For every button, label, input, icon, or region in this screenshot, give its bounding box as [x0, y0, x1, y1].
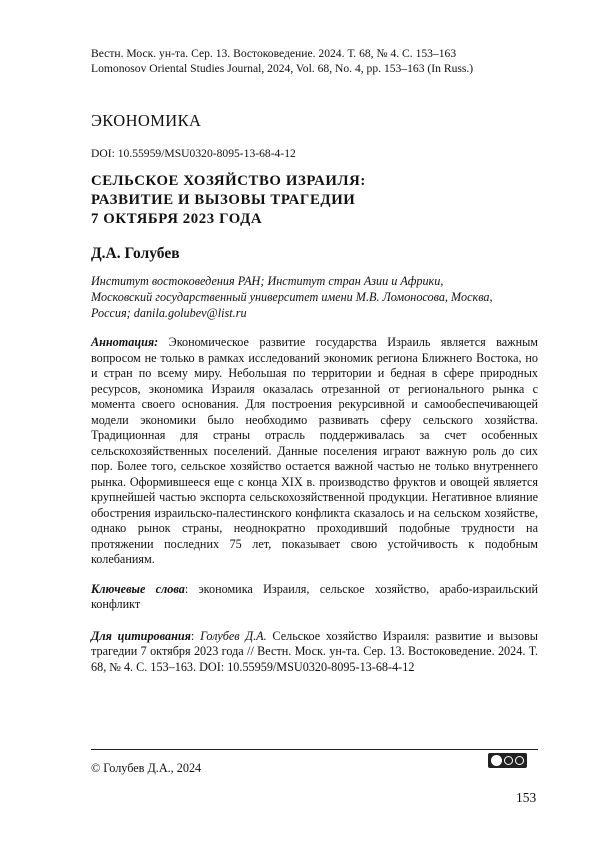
cc-circle-icon: [491, 755, 502, 766]
author-affiliation: [91, 273, 538, 321]
affiliation-line: Россия; danila.golubev@list.ru: [91, 306, 247, 320]
citation-text: Сельское хозяйство Израиля: развитие и вызовы трагедии 7 октября 2023 года // Вестн. Моск. ун-та. Сер. 13. Востоковедение. 2024. Т. 68, № 4. С. 153–163. DOI: 10.55959/MSU0320-8095-13-68-4-12: [91, 628, 539, 674]
affiliation-line: Институт востоковедения РАН; Институт стран Азии и Африки,: [91, 274, 444, 288]
abstract-label: Аннотация:: [91, 335, 159, 349]
article-title-line: 7 ОКТЯБРЯ 2023 ГОДА: [91, 211, 263, 227]
footer-divider: [91, 749, 538, 750]
citation-author: Голубев Д.А.: [200, 628, 267, 643]
nc-circle-icon: [515, 756, 524, 765]
citation-colon: :: [190, 628, 201, 643]
keywords-label: Ключевые слова: [91, 581, 185, 596]
keywords-text: : экономика Израиля, сельское хозяйство, арабо-израильский конфликт: [91, 581, 538, 611]
citation: [91, 629, 538, 676]
running-head: [91, 46, 538, 76]
doi-line: DOI: 10.55959/MSU0320-8095-13-68-4-12: [91, 147, 296, 160]
author-name: Д.А. Голубев: [91, 245, 180, 262]
by-circle-icon: [504, 756, 513, 765]
cc-by-nc-icon: [488, 753, 527, 768]
keywords: [91, 582, 538, 613]
section-heading: ЭКОНОМИКА: [91, 111, 202, 130]
running-head-english: Lomonosov Oriental Studies Journal, 2024, Vol. 68, No. 4, pp. 153–163 (In Russ.): [91, 62, 474, 75]
copyright-notice: © Голубев Д.А., 2024: [91, 761, 202, 775]
article-title: [91, 172, 538, 229]
abstract-text: Экономическое развитие государства Израиль является важным вопросом не только в рамках исследований экономик региона Ближнего Востока, но и стран по всему миру. Небольшая по территории и бедная в сфере природных ресурсов, экономика Израиля оказалась отрезанной от регионального рынка с момента своего основания. Для построения рекурсивной и самообеспечивающей модели экономики было необходимо развивать сферу сельского хозяйства. Традиционная для страны отрасль поддерживалась за счет особенных сельскохозяйственных поселений. Данные поселения играют важную роль до сих пор. Более того, сельское хозяйство остается важной частью не только внутреннего рынка. Оформившееся еще с конца XIX в. производство фруктов и овощей является крупнейшей частью экспорта сельскохозяйственной продукции. Негативное влияние обострения израильско-палестинского конфликта сказалось и на сельском хозяйстве, однако рынок страны, неоднократно проходивший подобные трудности на протяжении последних 75 лет, показывает свою устойчивость к подобным колебаниям.: [91, 335, 538, 566]
citation-label: Для цитирования: [91, 628, 191, 643]
article-title-line: СЕЛЬСКОЕ ХОЗЯЙСТВО ИЗРАИЛЯ:: [91, 173, 366, 189]
article-title-line: РАЗВИТИЕ И ВЫЗОВЫ ТРАГЕДИИ: [91, 192, 356, 208]
running-head-russian: Вестн. Моск. ун-та. Сер. 13. Востоковедение. 2024. Т. 68, № 4. С. 153–163: [91, 47, 457, 60]
affiliation-line: Московский государственный университет имени М.В. Ломоносова, Москва,: [91, 290, 493, 304]
abstract: [91, 335, 538, 568]
page-number: 153: [516, 790, 537, 805]
